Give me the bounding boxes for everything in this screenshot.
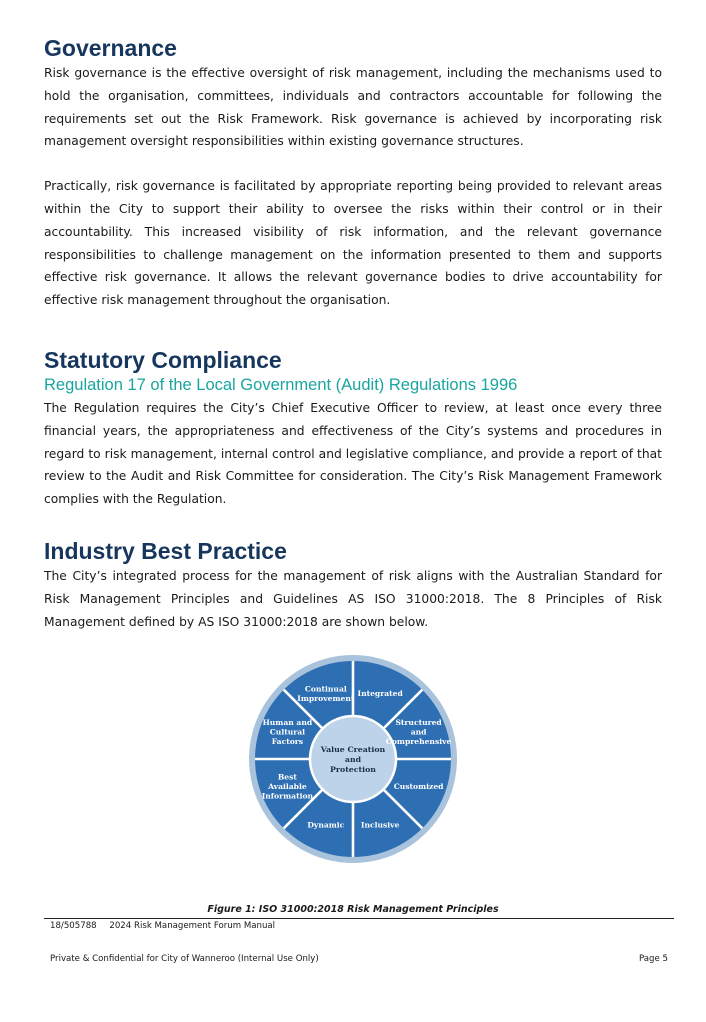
governance-paragraph-2: Practically, risk governance is facilitated by appropriate reporting being provided to relevant areas within the City to support their ability to oversee the risks within their control or in their accountability. This increased visibility of risk information, and the relevant governance responsibilities to challenge management on the information presented to them and supports effective risk governance. It allows the relevant governance bodies to drive accountability for effective risk management throughout the organisation. (44, 179, 662, 308)
footer-page-number: Page 5 (638, 954, 668, 964)
principle-label: Dynamic (307, 820, 345, 830)
footer-rule (44, 918, 674, 919)
principle-label: Human and Cultural Factors (262, 718, 313, 747)
principles-wheel-diagram (246, 652, 460, 866)
figure-caption: Figure 1: ISO 31000:2018 Risk Management Principles (207, 904, 499, 915)
statutory-paragraph: The Regulation requires the City’s Chief Executive Officer to review, at least once every three financial years, the appropriateness and effectiveness of the City’s systems and procedures in regard to risk management, internal control and legislative compliance, and provide a report of that review to the Audit and Risk Committee for consideration. The City’s Risk Management Framework complies with the Regulation. (44, 400, 662, 507)
principle-label: Structured and Comprehensive (385, 718, 452, 747)
heading-governance: Governance (44, 35, 177, 61)
principle-label: Best Available Information (261, 772, 314, 801)
heading-industry-best-practice: Industry Best Practice (44, 537, 287, 564)
principles-figure (0, 640, 706, 872)
best-practice-paragraph: The City’s integrated process for the management of risk aligns with the Australian Standard for Risk Management Principles and Guidelines AS ISO 31000:2018. The 8 Principles of Risk Management defined by AS ISO 31000:2018 are shown below. (44, 568, 662, 629)
hub-label-value-creation: Value Creation and Protection (320, 744, 386, 775)
footer-confidentiality: Private & Confidential for City of Wanneroo (Internal Use Only) (50, 954, 319, 964)
heading-statutory-compliance: Statutory Compliance (44, 346, 282, 373)
principle-label: Continual Improvement (297, 684, 355, 703)
principle-label: Customized (393, 781, 444, 791)
principle-label: Inclusive (360, 820, 400, 830)
document-number: 18/505788 (50, 921, 97, 931)
document-title: 2024 Risk Management Forum Manual (109, 921, 276, 931)
page-content (44, 34, 662, 633)
subheading-regulation-17: Regulation 17 of the Local Government (Audit) Regulations 1996 (44, 375, 518, 394)
governance-paragraph-1: Risk governance is the effective oversight of risk management, including the mechanisms used to hold the organisation, committees, individuals and contractors accountable for following the requirements set out the Risk Framework. Risk governance is achieved by incorporating risk management oversight responsibilities within existing governance structures. (44, 66, 662, 149)
document-reference (50, 921, 275, 931)
principle-label: Integrated (357, 689, 403, 699)
